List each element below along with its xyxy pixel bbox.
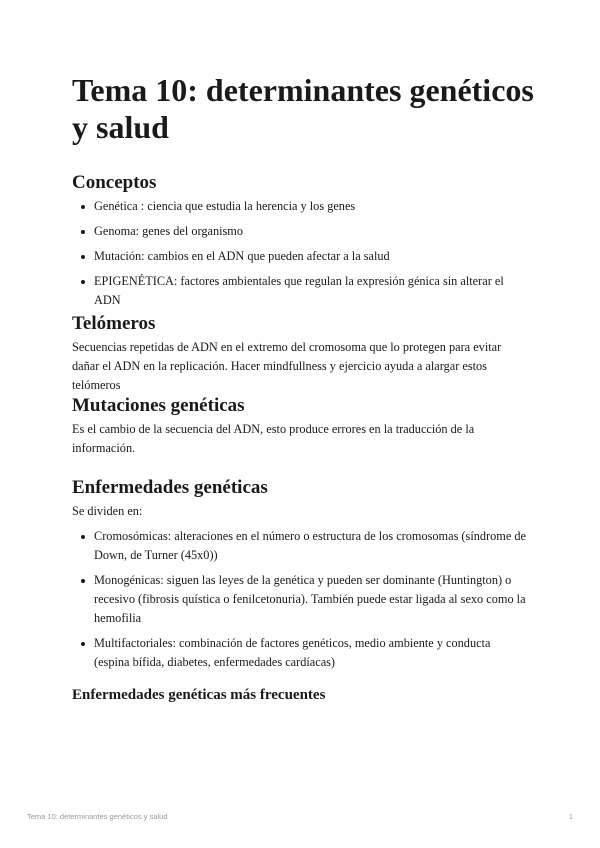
page-footer (27, 812, 573, 821)
enfermedades-intro: Se dividen en: (72, 504, 143, 518)
list-item: EPIGENÉTICA: factores ambientales que regulan la expresión génica sin alterar el ADN (72, 272, 528, 310)
enfermedades-list (72, 527, 528, 678)
list-item: Genoma: genes del organismo (72, 222, 528, 241)
mutaciones-paragraph: Es el cambio de la secuencia del ADN, esto produce errores en la traducción de la información. (72, 422, 475, 455)
page-title: Tema 10: determinantes genéticos y salud (72, 72, 534, 145)
footer-title: Tema 10: determinantes genéticos y salud (27, 812, 168, 821)
list-item: Multifactoriales: combinación de factores genéticos, medio ambiente y conducta (espina bífida, diabetes, enfermedades cardíacas) (72, 634, 528, 672)
page-number: 1 (568, 812, 573, 821)
list-item: Genética : ciencia que estudia la herencia y los genes (72, 197, 528, 216)
heading-mutaciones: Mutaciones genéticas (72, 395, 245, 416)
list-item: Mutación: cambios en el ADN que pueden afectar a la salud (72, 247, 528, 266)
heading-conceptos: Conceptos (72, 172, 157, 193)
heading-telomeros: Telómeros (72, 313, 156, 334)
heading-frecuentes: Enfermedades genéticas más frecuentes (72, 687, 326, 703)
conceptos-list (72, 197, 528, 316)
heading-enfermedades: Enfermedades genéticas (72, 477, 268, 498)
list-item: Monogénicas: siguen las leyes de la genética y pueden ser dominante (Huntington) o recesivo (fibrosis quística o fenilcetonuria). También puede estar ligada al sexo como la hemofilia (72, 571, 528, 628)
telomeros-paragraph: Secuencias repetidas de ADN en el extremo del cromosoma que lo protegen para evitar dañar el ADN en la replicación. Hacer mindfullness y ejercicio ayuda a alargar estos telómeros (72, 340, 502, 392)
list-item: Cromosómicas: alteraciones en el número o estructura de los cromosomas (síndrome de Down, de Turner (45x0)) (72, 527, 528, 565)
